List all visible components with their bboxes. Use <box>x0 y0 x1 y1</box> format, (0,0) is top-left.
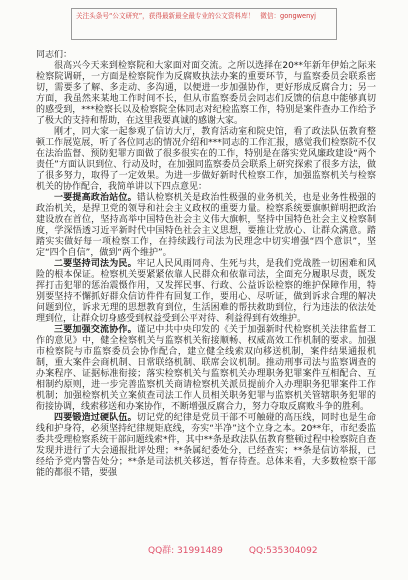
paragraph-text: 错认检察机关是政治性极强的业务机关，也是业务性极强的政治机关，是捍卫党的领导和社会主义政权的重要力量。检察系统要旗帜鲜明把政治建设放在首位，坚持高举中国特色社会主义伟大旗帜，坚持中国特色社会主义检察制度，学深悟透习近平新时代中国特色社会主义思想，要推让党放心、让群众满意。踏踏实实做好每一项检察工作，在持续践行司法为民理念中切实增强“四个意识”，坚定“四个自信”，做到“两个维护”。 <box>36 193 376 258</box>
paragraph-point-three <box>36 325 376 413</box>
promo-notice: 关注头条号“公文研究”，获得最新最全最专业的公文资料库！ <box>76 12 255 20</box>
paragraph-text: 刚才，同大家一起参观了信访大厅，教育活动室和院史馆，看了政法队伍教育整顿工作展览展，听了各位同志的情况介绍和***同志的工作汇报，感觉我们检察院不仅在法治监督、预防犯罪方面做了很多很实在的工作，特别是在落实党风廉政建设“两个责任”方面认识到位、行动及时，在加强同监察委员会联系上研究探索了很多方法，做了很多努力，取得了一定效果。为进一步做好新时代检察工作，加强监察机关与检察机关的协作配合，我简单讲以下四点意见： <box>36 127 376 192</box>
wechat-id: 微信：gongwenyj <box>260 12 317 20</box>
qq-number: QQ:535304092 <box>248 546 318 556</box>
paragraph-point-one <box>36 193 376 259</box>
speech-body <box>36 50 376 479</box>
paragraph-point-two <box>36 259 376 325</box>
section-heading: 四要锻造过硬队伍。 <box>54 413 137 423</box>
paragraph-text: 牢记人民风雨同舟、生死与共，是我们党战胜一切困难和风险的根本保证。检察机关要紧紧依靠人民群众和依靠司法，全面充分履职尽责，既发挥打击犯罪的惩治震慑作用，又发挥民事、行政、公益诉讼检察的维护保障作用，特别要坚持不懈抓好群众信访件件有回复工作，要用心、尽听证，做到诉求合理的解决问题到位，诉求无理的思想教育到位，生活困难的帮扶救助到位，行为违法的依法处理到位，让群众切身感受到权益受到公平对待、利益得到有效维护。 <box>36 259 376 324</box>
section-heading: 一要提高政治站位。 <box>54 193 137 203</box>
promo-header-box <box>71 8 337 40</box>
paragraph-impressions <box>36 127 376 193</box>
paragraph-opening <box>36 61 376 127</box>
paragraph-text: 切记党的纪律是党员干部不可触碰的高压线，同时也是生命线和护身符，必须坚持纪律规矩底线，夯实“半净”这个立身之本。20**年，市纪委监委共受理检察系统干部问题线索*件，其中**条是政法队伍教育整顿过程中检察院自查发现并进行了大会通报批评处理；**条属纪委处分，已经查实；**条是信访举报，已经给予党内警告处分；**条是司法机关移送，暂存待查。总体来看，大多数检察干部能的都很不错，要强 <box>36 413 376 478</box>
salutation: 同志们： <box>36 50 73 60</box>
paragraph-text: 谨记中共中央印发的《关于加强新时代检察机关法律监督工作的意见》中，健全检察机关与监察机关衔接顺畅、权威高效工作机制的要求。加强市检察院与市监察委员会协作配合，建立健全线索双向移送机制，案件结果通报机制，重大案件会商机制、日常联络机制、联席会议机制。推动刑事司法与监察调查的办案程序、证据标准衔接；落实检察机关与监察机关办理职务犯罪案件互相配合、互相制约原则，进一步完善监察机关商请检察机关派员提前介入办理职务犯罪案件工作机制；加强检察机关立案侦查司法工作人员相关职务犯罪与监察机关管辖职务犯罪的衔接协调，线索移送和办案协作，不断增强反腐合力，努力夺取反腐败斗争的胜利。 <box>36 325 376 412</box>
contact-footer <box>148 546 318 557</box>
paragraph-text: 很高兴今天来到检察院和大家面对面交流。之所以选择在20**年新年伊始之际来检察院调研，一方面是检察院作为反腐败执法办案的重要环节，与监察委员会联系密切，需要多了解、多走动、多沟通，以便进一步加强协作，更好形成反腐合力；另一方面，我虽然来某地工作时间不长，但从市监察委员会同志们反馈的信息中能够真切的感受到，***检察长以及检察院全体同志对纪检监察工作，特别是案件查办工作给予了极大的支持和帮助，在这里我要真诚的感谢大家。 <box>36 61 376 126</box>
section-heading: 三要加强交流协作。 <box>54 325 137 335</box>
qq-group-number: QQ群: 31991489 <box>148 546 223 556</box>
paragraph-point-four <box>36 413 376 479</box>
section-heading: 二要坚持司法为民。 <box>54 259 137 269</box>
